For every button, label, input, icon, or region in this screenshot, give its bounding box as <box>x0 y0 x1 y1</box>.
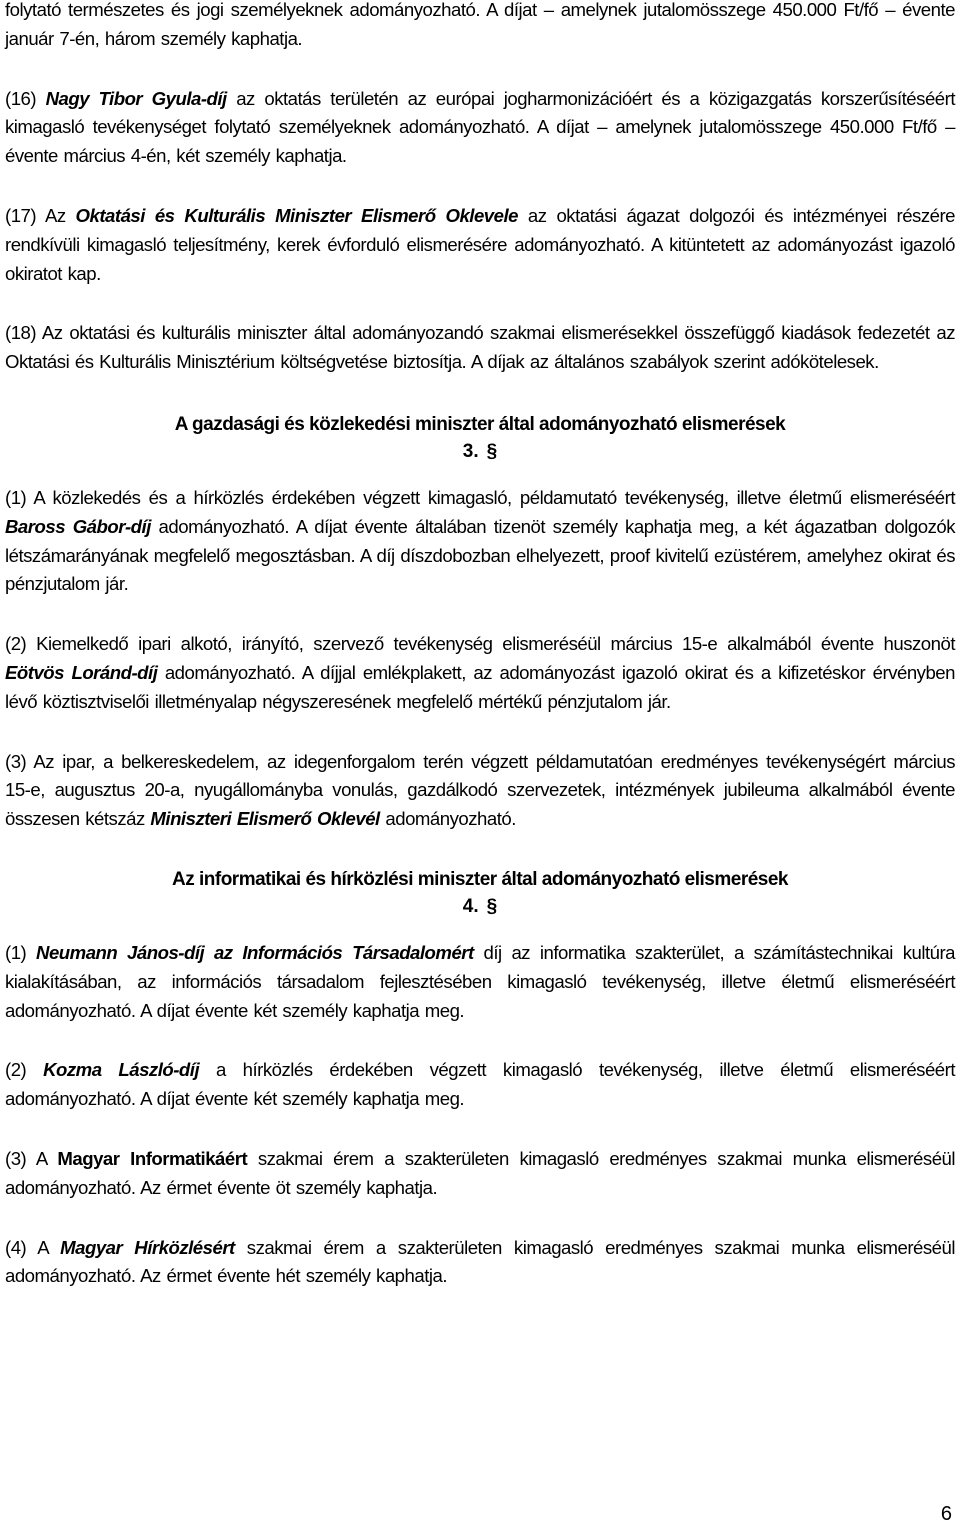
award-name: Baross Gábor-díj <box>5 515 151 537</box>
section-heading-4: Az informatikai és hírközlési miniszter által adományozható elismerések <box>171 868 788 890</box>
paragraph-4-1 <box>5 939 955 1025</box>
paragraph-text: (2) <box>5 1059 44 1081</box>
section-number-4 <box>5 893 955 920</box>
paragraph-text: (1) <box>5 941 37 963</box>
paragraph-text: (2) Kiemelkedő ipari alkotó, irányító, szervező tevékenység elismeréséül március 15-e alkalmából évente huszonöt <box>5 633 955 655</box>
paragraph-text: díj az informatika szakterület, a számítástechnikai kultúra kialakításában, az információs társadalom fejlesztésében kimagasló tevékenység, illetve életmű elismeréséért adományozható. A díjat évente két személy kaphatja meg. <box>5 941 955 1021</box>
section-number: 3. <box>462 440 479 462</box>
section-number: 4. <box>462 895 479 917</box>
paragraph-4-2 <box>5 1056 955 1114</box>
paragraph-text: (17) Az <box>5 204 76 226</box>
section-heading-3: A gazdasági és közlekedési miniszter által adományozható elismerések <box>174 413 786 435</box>
paragraph-text: adományozható. <box>379 808 516 830</box>
paragraph-text: szakmai érem a szakterületen kimagasló eredményes szakmai munka elismeréséül adományozható. Az érmet évente hét személy kaphatja. <box>5 1236 955 1287</box>
section-number-3 <box>5 438 955 465</box>
paragraph-text: az oktatási ágazat dolgozói és intézményei részére rendkívüli kimagasló teljesítmény, kerek évforduló elismerésére adományozható. A kitüntetett az adományozást igazoló okiratot kap. <box>5 204 956 284</box>
award-name: Neumann János-díj az Információs Társadalomért <box>36 941 474 963</box>
paragraph-3-3 <box>5 748 955 834</box>
paragraph-text: adományozható. A díjjal emlékplakett, az adományozást igazoló okirat és a kifizetéskor érvényben lévő köztisztviselői illetményalap négyszeresének megfelelő mértékű pénzjutalom jár. <box>5 661 955 712</box>
award-name: Nagy Tibor Gyula-díj <box>45 87 227 109</box>
paragraph-text: szakmai érem a szakterületen kimagasló eredményes szakmai munka elismeréséül adományozható. Az érmet évente öt személy kaphatja. <box>5 1147 956 1198</box>
award-name: Kozma László-díj <box>43 1059 200 1081</box>
award-name: Magyar Informatikáért <box>57 1147 248 1169</box>
award-name: Eötvös Loránd-díj <box>5 661 158 683</box>
paragraph-17 <box>5 202 955 288</box>
paragraph-3-2 <box>5 630 955 716</box>
paragraph-16 <box>5 85 955 171</box>
paragraph-text: (1) A közlekedés és a hírközlés érdekében végzett kimagasló, példamutató tevékenység, illetve életmű elismeréséért <box>5 486 955 508</box>
paragraph-text: adományozható. A díjat évente általában tizenöt személy kaphatja meg, a két ágazatban dolgozók létszámarányának megfelelő megosztásban. A díj díszdobozban elhelyezett, proof kivitelű ezüstérem, amelyhez okirat és pénzjutalom jár. <box>5 515 956 595</box>
paragraph-4-3 <box>5 1145 955 1203</box>
award-name: Oktatási és Kulturális Miniszter Elismerő Oklevele <box>75 204 519 226</box>
paragraph-4-4 <box>5 1234 955 1292</box>
paragraph-text: (4) A <box>5 1236 61 1258</box>
paragraph-continuation <box>5 0 955 54</box>
section-sign: § <box>486 895 498 917</box>
paragraph-text: (16) <box>5 87 46 109</box>
award-name: Miniszteri Elismerő Oklevél <box>150 808 380 830</box>
paragraph-text: az oktatás területén az európai jogharmonizációért és a közigazgatás korszerűsítéséért kimagasló tevékenységet folytató személyeknek adományozható. A díjat – amelynek jutalomösszege 450.000 Ft/fő – évente március 4-én, két személy kaphatja. <box>5 87 955 167</box>
award-name: Magyar Hírközlésért <box>60 1236 235 1258</box>
paragraph-text: a hírközlés érdekében végzett kimagasló tevékenység, illetve életmű elismeréséért adományozható. A díjat évente két személy kaphatja meg. <box>5 1059 956 1110</box>
paragraph-text: folytató természetes és jogi személyeknek adományozható. A díjat – amelynek jutalomösszege 450.000 Ft/fő – évente január 7-én, három személy kaphatja. <box>5 0 955 49</box>
page-number: 6 <box>940 1503 952 1525</box>
paragraph-18 <box>5 319 955 377</box>
paragraph-text: (18) Az oktatási és kulturális miniszter által adományozandó szakmai elismerésekkel összefüggő kiadások fedezetét az Oktatási és Kulturális Minisztérium költségvetése biztosítja. A díjak az általános szabályok szerint adókötelesek. <box>5 322 955 373</box>
paragraph-text: (3) A <box>5 1147 58 1169</box>
page-content <box>5 0 955 1291</box>
paragraph-text: (3) Az ipar, a belkereskedelem, az idegenforgalom terén végzett példamutatóan eredményes tevékenységért március 15-e, augusztus 20-a, nyugállományba vonulás, gazdálkodó szervezetek, intézmények jubileuma alkalmából évente összesen kétszáz <box>5 750 955 830</box>
paragraph-3-1 <box>5 484 955 599</box>
section-sign: § <box>486 440 498 462</box>
